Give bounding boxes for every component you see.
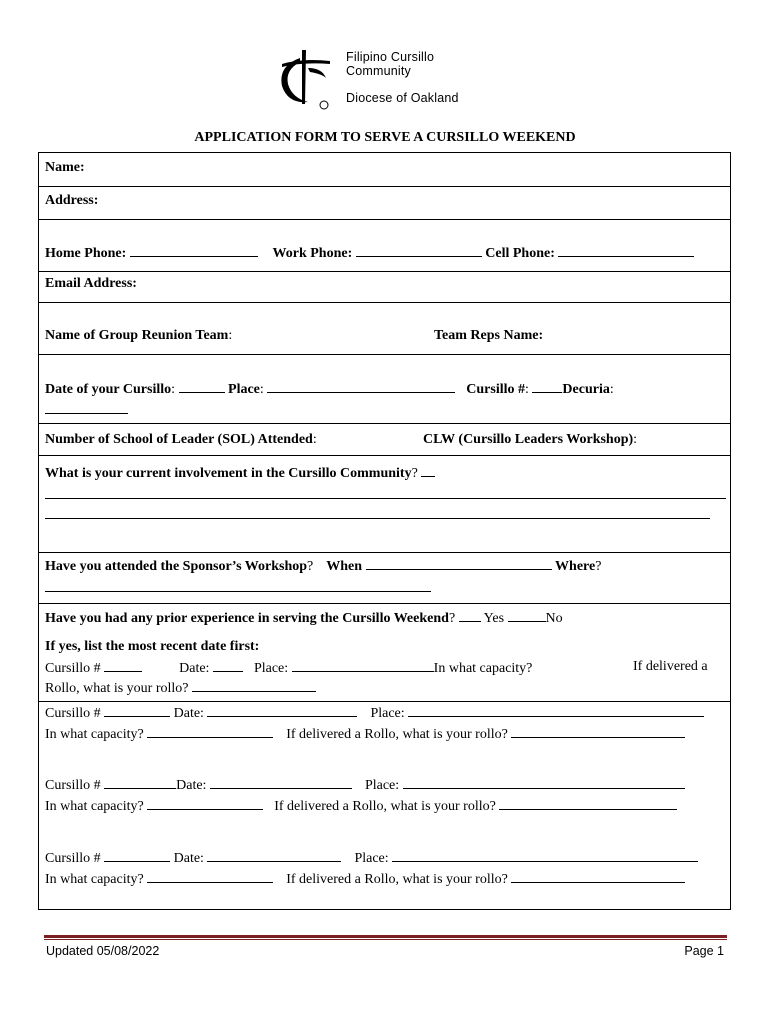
application-form: [38, 152, 731, 910]
logo-diocese: Diocese of Oakland: [346, 91, 459, 105]
entry4-capacity-label: In what capacity?: [45, 872, 144, 887]
cursillo-number-input[interactable]: [532, 380, 562, 393]
row-divider: [39, 552, 730, 553]
entry1-place-label: Place:: [253, 661, 289, 676]
cell-phone-label: Cell Phone:: [485, 246, 555, 261]
team-reps-name-label[interactable]: Team Reps Name:: [434, 328, 544, 343]
prior-experience-row: Have you had any prior experience in serving the Cursillo Weekend? Yes No: [45, 611, 563, 626]
experience-entry-2: [45, 704, 704, 722]
involvement-line-1[interactable]: [45, 498, 726, 499]
place-label: Place: [228, 382, 260, 397]
clw-row: CLW (Cursillo Leaders Workshop):: [423, 432, 638, 447]
place-input[interactable]: [267, 380, 455, 393]
involvement-row: What is your current involvement in the Cursillo Community?: [45, 464, 435, 482]
entry2-place-input[interactable]: [408, 704, 704, 717]
entry1-rollo-row: [45, 679, 316, 697]
entry4-capacity-row: [45, 870, 685, 888]
entry3-rollo-label: If delivered a Rollo, what is your rollo?: [274, 799, 496, 814]
cursillo-logo: [272, 46, 502, 112]
logo-org-name-line2: Community: [346, 64, 412, 78]
entry3-capacity-input[interactable]: [147, 797, 263, 810]
entry3-capacity-row: [45, 797, 677, 815]
date-of-cursillo-label: Date of your Cursillo: [45, 382, 172, 397]
sponsor-workshop-label: Have you attended the Sponsor’s Workshop: [45, 559, 308, 574]
updated-date: Updated 05/08/2022: [46, 944, 160, 958]
row-divider: [39, 271, 730, 272]
entry3-date-label: Date:: [176, 778, 207, 793]
no-input[interactable]: [508, 609, 546, 622]
decuria-input[interactable]: [45, 413, 128, 414]
entry2-rollo-input[interactable]: [511, 725, 685, 738]
entry3-rollo-input[interactable]: [499, 797, 677, 810]
involvement-line-2[interactable]: [45, 518, 710, 519]
name-field[interactable]: Name:: [45, 160, 85, 175]
entry1-rollo-input[interactable]: [192, 679, 316, 692]
entry4-rollo-label: If delivered a Rollo, what is your rollo?: [286, 872, 508, 887]
address-field[interactable]: Address:: [45, 193, 99, 208]
entry1-if-delivered-label: If delivered a: [633, 659, 708, 674]
cursillo-number-label: Cursillo #: [466, 382, 526, 397]
row-divider: [39, 302, 730, 303]
prior-experience-label: Have you had any prior experience in serving the Cursillo Weekend: [45, 611, 449, 626]
experience-entry-4: [45, 849, 698, 867]
entry2-capacity-label: In what capacity?: [45, 727, 144, 742]
logo-org-name: Filipino Cursillo: [346, 50, 435, 64]
yes-label: Yes: [483, 611, 505, 626]
entry4-date-input[interactable]: [207, 849, 341, 862]
cursillo-date-input[interactable]: [179, 380, 225, 393]
experience-entry-1: [45, 659, 532, 677]
decuria-label: Decuria: [562, 382, 610, 397]
entry2-date-input[interactable]: [207, 704, 357, 717]
group-reunion-team-row: Name of Group Reunion Team:: [45, 328, 233, 343]
cursillo-date-row: Date of your Cursillo: Place: Cursillo #: Decuria:: [45, 382, 614, 397]
when-label: When: [326, 559, 363, 574]
entry2-place-label: Place:: [370, 706, 405, 721]
if-yes-label: If yes, list the most recent date first:: [45, 639, 260, 654]
entry3-place-label: Place:: [364, 778, 400, 793]
entry4-place-input[interactable]: [392, 849, 698, 862]
entry1-capacity-label: In what capacity?: [433, 661, 533, 676]
entry1-date-label: Date:: [179, 661, 210, 676]
entry3-place-input[interactable]: [403, 776, 685, 789]
experience-entry-3: [45, 776, 685, 794]
entry2-cursillo-input[interactable]: [104, 704, 170, 717]
where-label: Where: [555, 559, 596, 574]
cursillo-cross-icon: [272, 46, 342, 112]
no-label: No: [545, 611, 563, 626]
involvement-input[interactable]: [421, 464, 435, 477]
entry1-place-input[interactable]: [292, 659, 434, 672]
entry4-cursillo-input[interactable]: [104, 849, 170, 862]
row-divider: [39, 354, 730, 355]
entry1-cursillo-label: Cursillo #: [45, 661, 101, 676]
page-number: Page 1: [684, 944, 724, 958]
entry1-cursillo-input[interactable]: [104, 659, 142, 672]
row-divider: [39, 219, 730, 220]
email-field[interactable]: Email Address:: [45, 276, 137, 291]
where-input[interactable]: [45, 591, 431, 592]
entry2-capacity-input[interactable]: [147, 725, 273, 738]
work-phone-input[interactable]: [356, 244, 482, 257]
cell-phone-input[interactable]: [558, 244, 694, 257]
entry3-capacity-label: In what capacity?: [45, 799, 144, 814]
entry4-date-label: Date:: [173, 851, 204, 866]
clw-label: CLW (Cursillo Leaders Workshop): [423, 432, 634, 447]
sponsor-workshop-row: Have you attended the Sponsor’s Workshop? When Where?: [45, 559, 602, 574]
row-divider: [39, 701, 730, 702]
sol-row: Number of School of Leader (SOL) Attended:: [45, 432, 317, 447]
row-divider: [39, 455, 730, 456]
entry1-date-input[interactable]: [213, 659, 243, 672]
entry4-cursillo-label: Cursillo #: [45, 851, 101, 866]
entry3-cursillo-input[interactable]: [104, 776, 176, 789]
form-title: APPLICATION FORM TO SERVE A CURSILLO WEEKEND: [194, 130, 576, 145]
home-phone-label: Home Phone:: [45, 246, 127, 261]
entry4-place-label: Place:: [354, 851, 389, 866]
yes-input[interactable]: [459, 609, 481, 622]
entry2-date-label: Date:: [173, 706, 204, 721]
when-input[interactable]: [366, 557, 552, 570]
entry4-rollo-input[interactable]: [511, 870, 685, 883]
entry2-cursillo-label: Cursillo #: [45, 706, 101, 721]
group-reunion-team-label: Name of Group Reunion Team: [45, 328, 229, 343]
entry4-capacity-input[interactable]: [147, 870, 273, 883]
involvement-label: What is your current involvement in the Cursillo Community: [45, 466, 412, 481]
sol-attended-label: Number of School of Leader (SOL) Attended: [45, 432, 313, 447]
entry3-date-input[interactable]: [210, 776, 352, 789]
row-divider: [39, 423, 730, 424]
phone-row: [45, 244, 694, 262]
work-phone-label: Work Phone:: [272, 246, 353, 261]
entry1-rollo-label: Rollo, what is your rollo?: [45, 681, 189, 696]
row-divider: [39, 603, 730, 604]
home-phone-input[interactable]: [130, 244, 258, 257]
entry3-cursillo-label: Cursillo #: [45, 778, 101, 793]
entry2-capacity-row: [45, 725, 685, 743]
footer-rule-thin: [44, 939, 727, 940]
footer-rule: [44, 935, 727, 938]
entry2-rollo-label: If delivered a Rollo, what is your rollo?: [286, 727, 508, 742]
row-divider: [39, 186, 730, 187]
